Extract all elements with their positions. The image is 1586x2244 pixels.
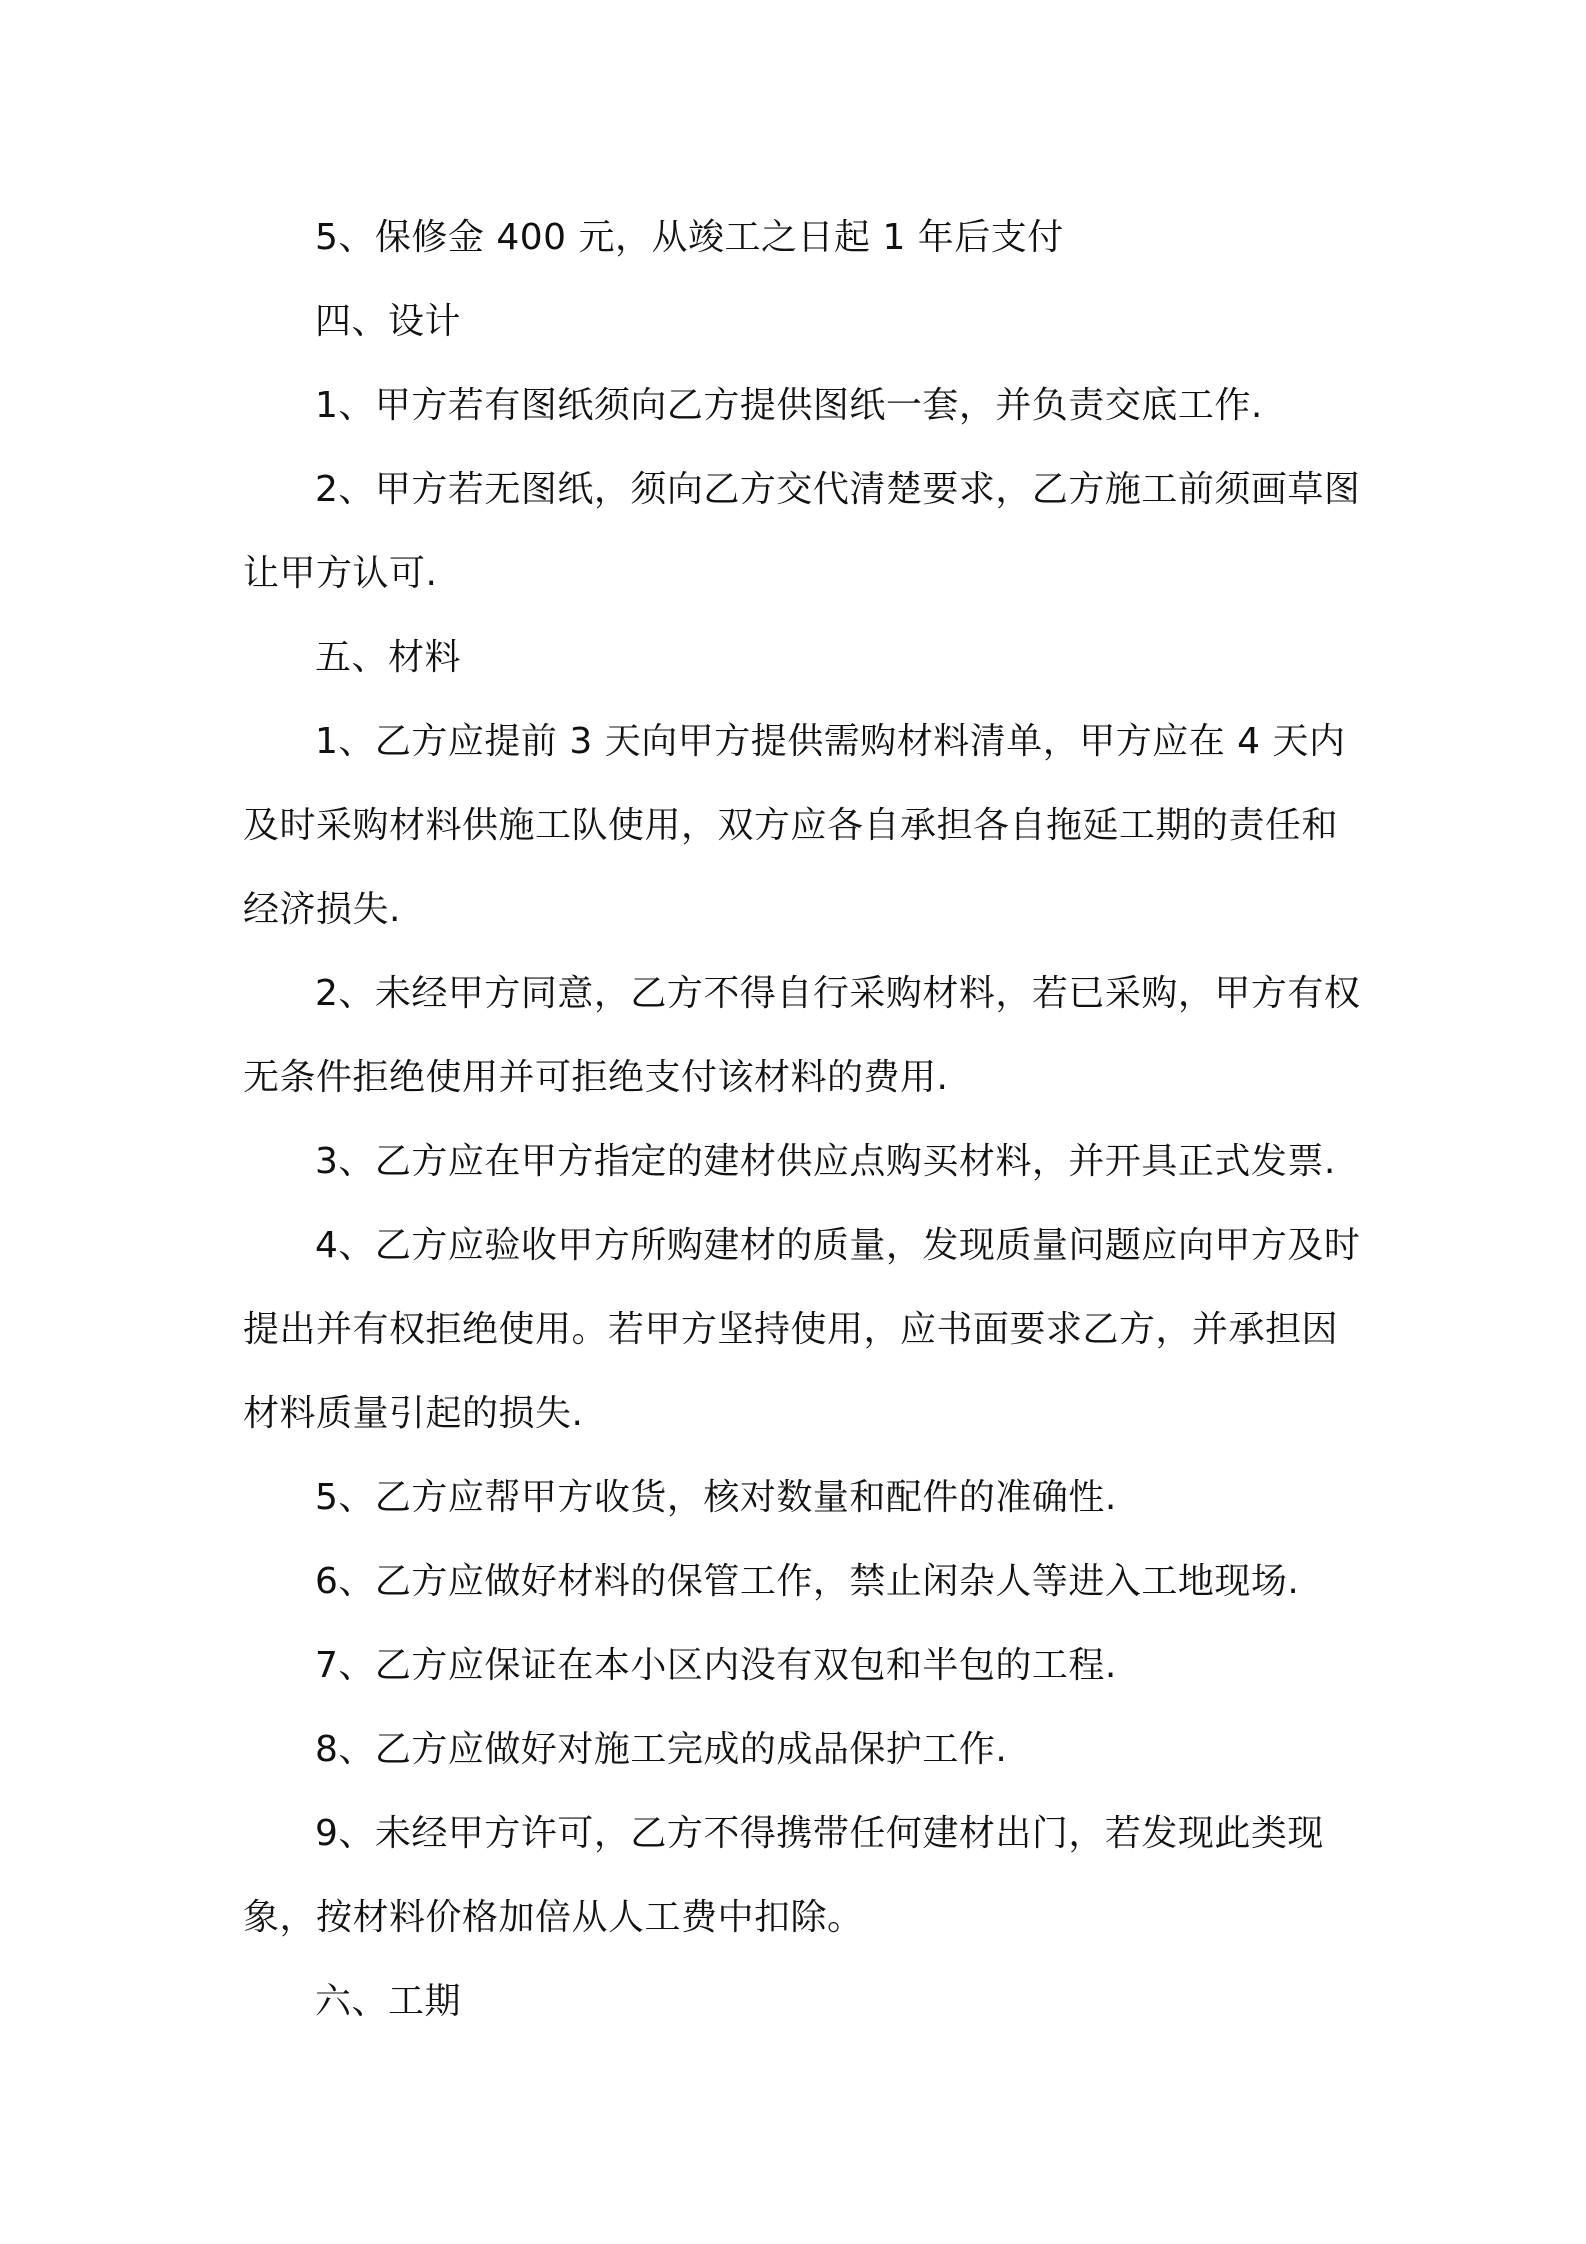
section-heading-materials: 五、材料	[315, 637, 462, 678]
paragraph-materials-2: 2、未经甲方同意，乙方不得自行采购材料，若已采购，甲方有权无条件拒绝使用并可拒绝支付该材料的费用.	[243, 973, 1361, 1098]
paragraph-materials-4: 4、乙方应验收甲方所购建材的质量，发现质量问题应向甲方及时提出并有权拒绝使用。若甲方坚持使用，应书面要求乙方，并承担因材料质量引起的损失.	[243, 1225, 1361, 1434]
paragraph-warranty-deposit: 5、保修金 400 元，从竣工之日起 1 年后支付	[315, 217, 1064, 258]
paragraph-design-1: 1、甲方若有图纸须向乙方提供图纸一套，并负责交底工作.	[315, 385, 1263, 426]
paragraph-materials-9: 9、未经甲方许可，乙方不得携带任何建材出门，若发现此类现象，按材料价格加倍从人工费中扣除。	[243, 1813, 1324, 1938]
paragraph-materials-3: 3、乙方应在甲方指定的建材供应点购买材料，并开具正式发票.	[315, 1141, 1336, 1182]
paragraph-materials-8: 8、乙方应做好对施工完成的成品保护工作.	[315, 1729, 1008, 1770]
paragraph-design-2: 2、甲方若无图纸，须向乙方交代清楚要求，乙方施工前须画草图让甲方认可.	[243, 469, 1361, 594]
paragraph-materials-1: 1、乙方应提前 3 天向甲方提供需购材料清单，甲方应在 4 天内及时采购材料供施工队使用，双方应各自承担各自拖延工期的责任和经济损失.	[243, 721, 1346, 930]
section-heading-schedule: 六、工期	[315, 1981, 462, 2022]
section-heading-design: 四、设计	[315, 301, 462, 342]
paragraph-materials-6: 6、乙方应做好材料的保管工作，禁止闲杂人等进入工地现场.	[315, 1561, 1300, 1602]
document-body	[243, 196, 1363, 2044]
paragraph-materials-5: 5、乙方应帮甲方收货，核对数量和配件的准确性.	[315, 1477, 1117, 1518]
paragraph-materials-7: 7、乙方应保证在本小区内没有双包和半包的工程.	[315, 1645, 1117, 1686]
